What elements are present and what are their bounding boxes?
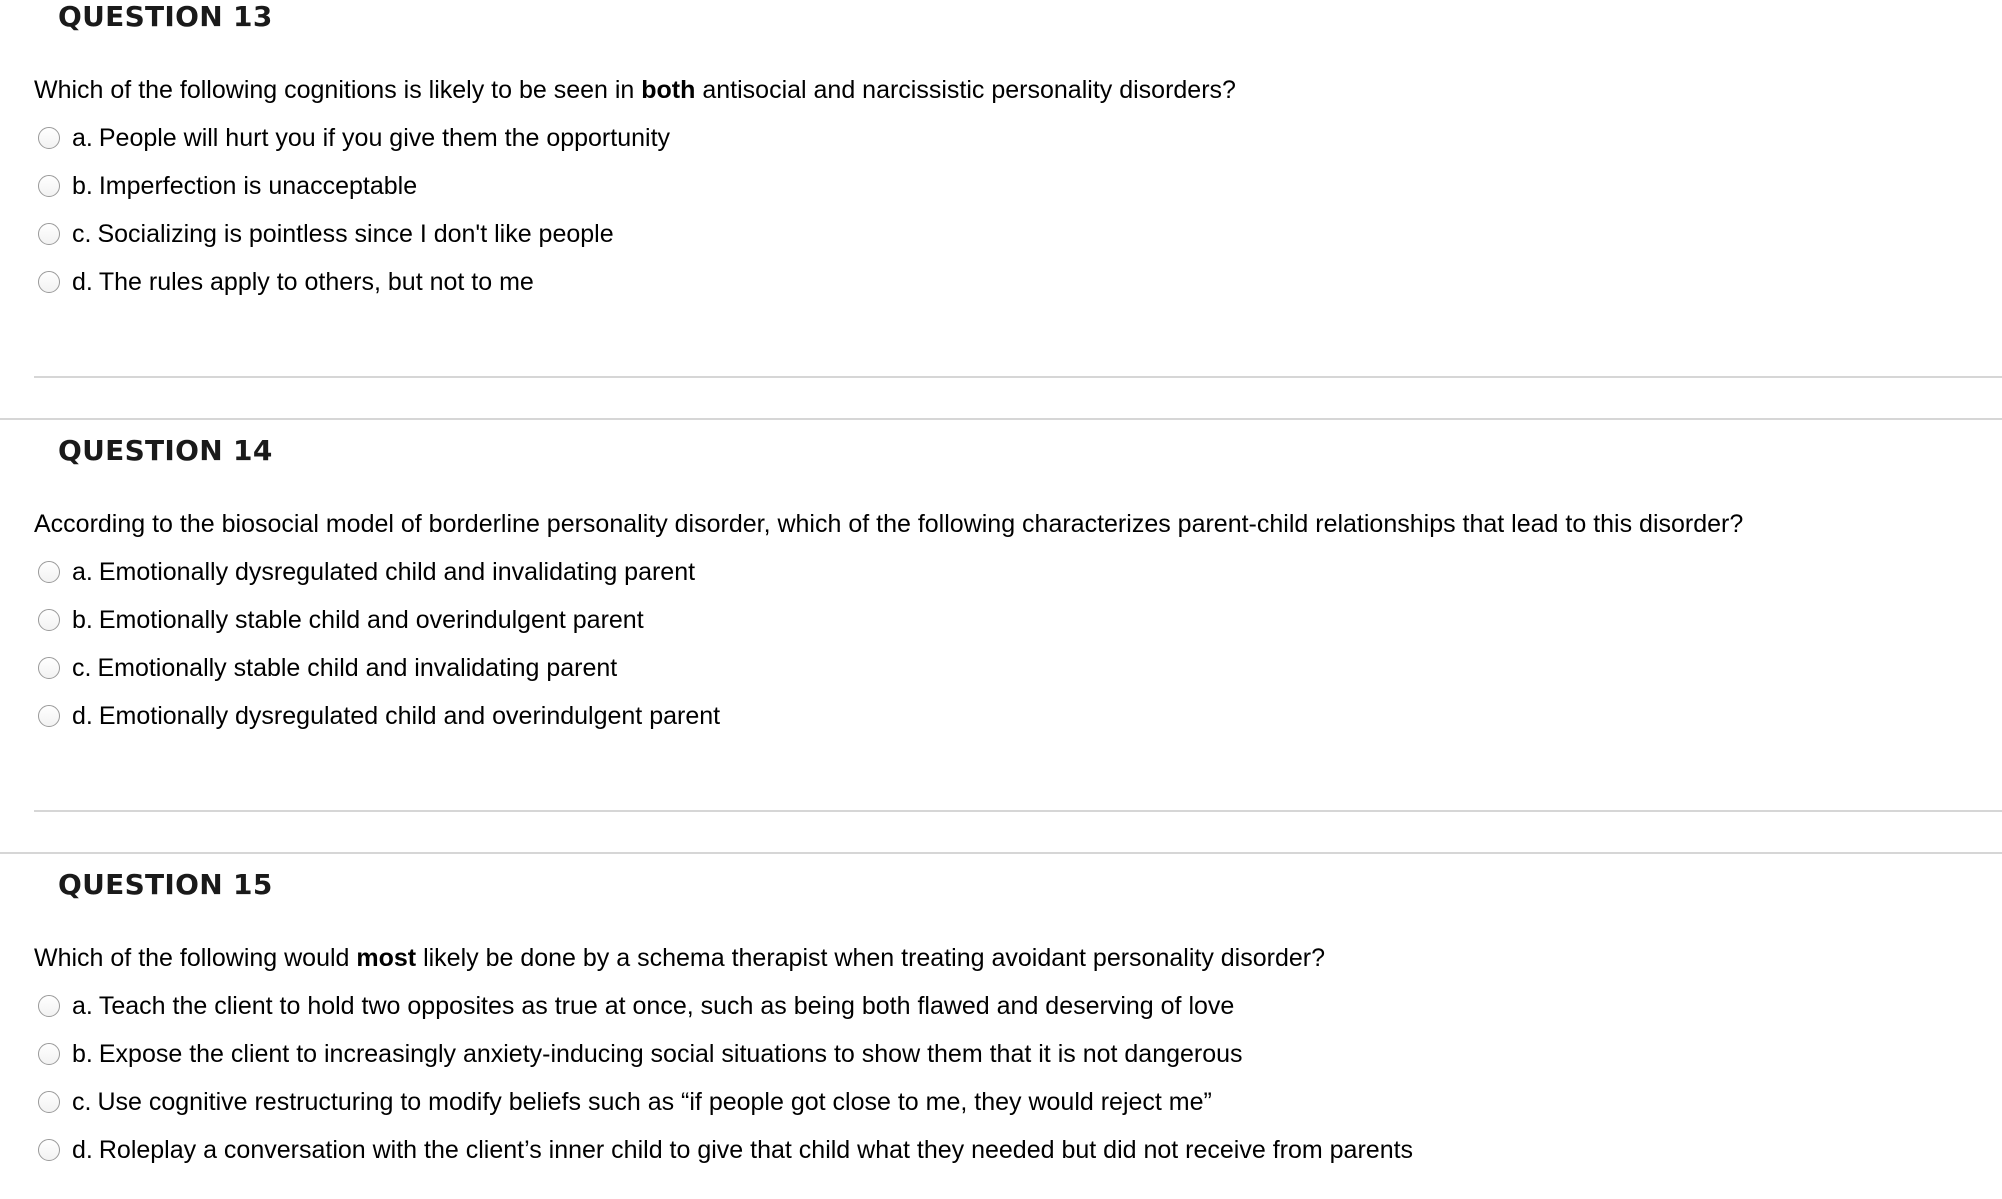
option-letter: b.: [72, 605, 93, 634]
radio-button[interactable]: [38, 995, 60, 1017]
radio-button[interactable]: [38, 127, 60, 149]
radio-button[interactable]: [38, 271, 60, 293]
answer-option-d[interactable]: [38, 696, 720, 736]
option-text: Emotionally stable child and overindulgent parent: [98, 605, 644, 634]
option-text: Emotionally dysregulated child and invalidating parent: [98, 557, 696, 586]
option-letter: c.: [72, 1087, 92, 1116]
answer-option-b[interactable]: [38, 600, 644, 640]
answer-option-a[interactable]: [38, 986, 1234, 1026]
answer-option-d[interactable]: [38, 262, 534, 302]
radio-button[interactable]: [38, 223, 60, 245]
question-prompt: [34, 510, 1743, 539]
option-letter: a.: [72, 557, 93, 586]
answer-option-c[interactable]: [38, 214, 614, 254]
option-letter: b.: [72, 171, 93, 200]
option-letter: c.: [72, 653, 92, 682]
question-title: QUESTION 15: [58, 868, 273, 901]
question-prompt: [34, 944, 1325, 973]
question-divider: [34, 810, 2002, 812]
section-divider: [0, 418, 2002, 420]
radio-button[interactable]: [38, 1091, 60, 1113]
option-letter: c.: [72, 219, 92, 248]
option-letter: a.: [72, 123, 93, 152]
answer-option-c[interactable]: [38, 648, 617, 688]
option-letter: d.: [72, 701, 93, 730]
answer-option-a[interactable]: [38, 552, 695, 592]
answer-option-b[interactable]: [38, 1034, 1243, 1074]
option-text: Use cognitive restructuring to modify beliefs such as “if people got close to me, they would reject me”: [97, 1087, 1212, 1116]
option-text: Imperfection is unacceptable: [98, 171, 418, 200]
option-text: Expose the client to increasingly anxiety-inducing social situations to show them that it is not dangerous: [98, 1039, 1243, 1068]
prompt-text: antisocial and narcissistic personality disorders?: [695, 76, 1236, 104]
answer-option-c[interactable]: [38, 1082, 1212, 1122]
question-divider: [34, 376, 2002, 378]
prompt-text: According to the biosocial model of borderline personality disorder, which of the following characterizes parent-child relationships that lead to this disorder?: [34, 510, 1744, 538]
radio-button[interactable]: [38, 561, 60, 583]
answer-option-a[interactable]: [38, 118, 670, 158]
option-letter: d.: [72, 1135, 93, 1164]
question-title: QUESTION 14: [58, 434, 273, 467]
option-text: Emotionally dysregulated child and overindulgent parent: [98, 701, 721, 730]
radio-button[interactable]: [38, 175, 60, 197]
option-letter: b.: [72, 1039, 93, 1068]
prompt-text: Which of the following would: [34, 944, 357, 972]
option-text: Socializing is pointless since I don't like people: [97, 219, 614, 248]
radio-button[interactable]: [38, 1139, 60, 1161]
option-text: The rules apply to others, but not to me: [98, 267, 534, 296]
radio-button[interactable]: [38, 1043, 60, 1065]
option-text: Teach the client to hold two opposites as true at once, such as being both flawed and deserving of love: [98, 991, 1235, 1020]
radio-button[interactable]: [38, 609, 60, 631]
prompt-emphasis: both: [641, 76, 696, 104]
prompt-text: likely be done by a schema therapist when treating avoidant personality disorder?: [416, 944, 1325, 972]
option-text: People will hurt you if you give them the opportunity: [98, 123, 671, 152]
question-title: QUESTION 13: [58, 0, 273, 33]
radio-button[interactable]: [38, 657, 60, 679]
option-letter: d.: [72, 267, 93, 296]
question-prompt: [34, 76, 1236, 105]
option-letter: a.: [72, 991, 93, 1020]
prompt-text: Which of the following cognitions is likely to be seen in: [34, 76, 642, 104]
prompt-emphasis: most: [356, 944, 417, 972]
radio-button[interactable]: [38, 705, 60, 727]
section-divider: [0, 852, 2002, 854]
option-text: Roleplay a conversation with the client’s inner child to give that child what they needed but did not receive from parents: [98, 1135, 1414, 1164]
option-text: Emotionally stable child and invalidating parent: [97, 653, 618, 682]
answer-option-b[interactable]: [38, 166, 417, 206]
answer-option-d[interactable]: [38, 1130, 1413, 1170]
